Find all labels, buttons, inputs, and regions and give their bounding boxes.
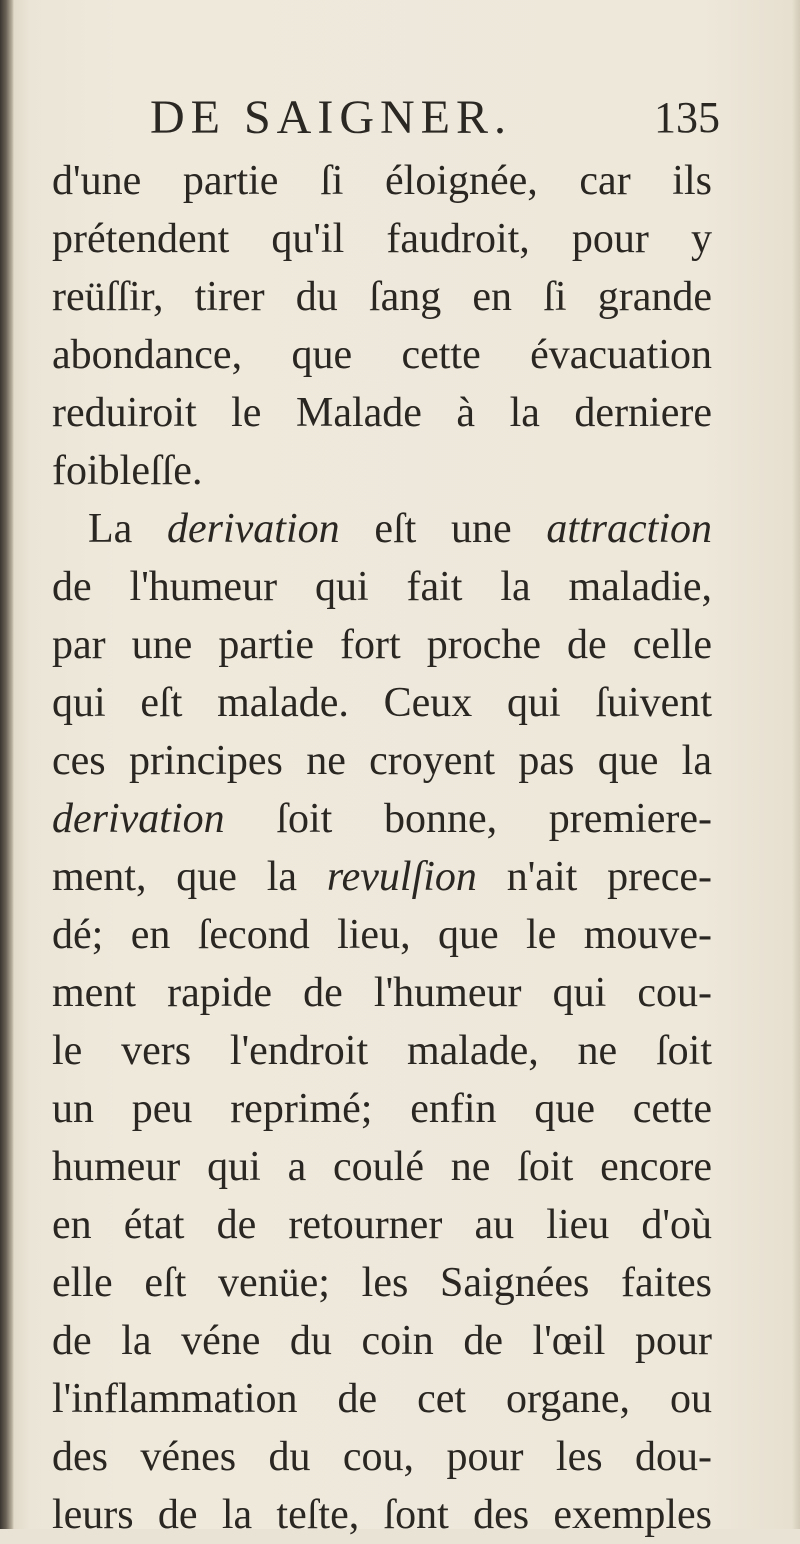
text-line-17: un peu reprimé; enfin que cette (52, 1086, 712, 1132)
text-line-6: foibleſſe. (52, 448, 203, 494)
running-title: DE SAIGNER. (150, 91, 512, 144)
text-line-12: derivation ſoit bonne, premiere- (52, 796, 712, 842)
text-line-2: prétendent qu'il faudroit, pour y (52, 216, 712, 262)
text-line-5: reduiroit le Malade à la derniere (52, 390, 712, 436)
page-number: 135 (654, 93, 720, 142)
text-line-1: d'une partie ſi éloignée, car ils (52, 158, 712, 204)
text-line-16: le vers l'endroit malade, ne ſoit (52, 1028, 712, 1074)
text-line-13: ment, que la revulſion n'ait prece- (52, 854, 712, 900)
text-line-14: dé; en ſecond lieu, que le mouve- (52, 912, 712, 958)
page-header (150, 88, 720, 148)
page-right-edge (792, 0, 800, 1529)
italic-term-revulsion: revulſion (326, 854, 477, 900)
italic-term-derivation: derivation (167, 506, 340, 552)
text-line-21: de la véne du coin de l'œil pour (52, 1318, 712, 1364)
text-line-19: en état de retourner au lieu d'où (52, 1202, 712, 1248)
text-line-24: leurs de la teſte, ſont des exemples (52, 1492, 712, 1538)
text-line-9: par une partie fort proche de celle (52, 622, 712, 668)
page-gutter-edge (0, 0, 14, 1529)
text-line-15: ment rapide de l'humeur qui cou- (52, 970, 712, 1016)
text-line-23: des vénes du cou, pour les dou- (52, 1434, 712, 1480)
text-line-11: ces principes ne croyent pas que la (52, 738, 712, 784)
text-line-18: humeur qui a coulé ne ſoit encore (52, 1144, 712, 1190)
text-line-3: reüſſir, tirer du ſang en ſi grande (52, 274, 712, 320)
italic-term-attraction: attraction (546, 506, 713, 552)
text-line-10: qui eſt malade. Ceux qui ſuivent (52, 680, 712, 726)
text-line-7: La derivation eſt une attraction (88, 506, 713, 552)
text-line-8: de l'humeur qui fait la maladie, (52, 564, 712, 610)
text-line-22: l'inflammation de cet organe, ou (52, 1376, 712, 1422)
text-line-4: abondance, que cette évacuation (52, 332, 712, 378)
text-line-20: elle eſt venüe; les Saignées faites (52, 1260, 712, 1306)
italic-term-derivation: derivation (52, 796, 225, 842)
body-text (52, 152, 712, 1544)
